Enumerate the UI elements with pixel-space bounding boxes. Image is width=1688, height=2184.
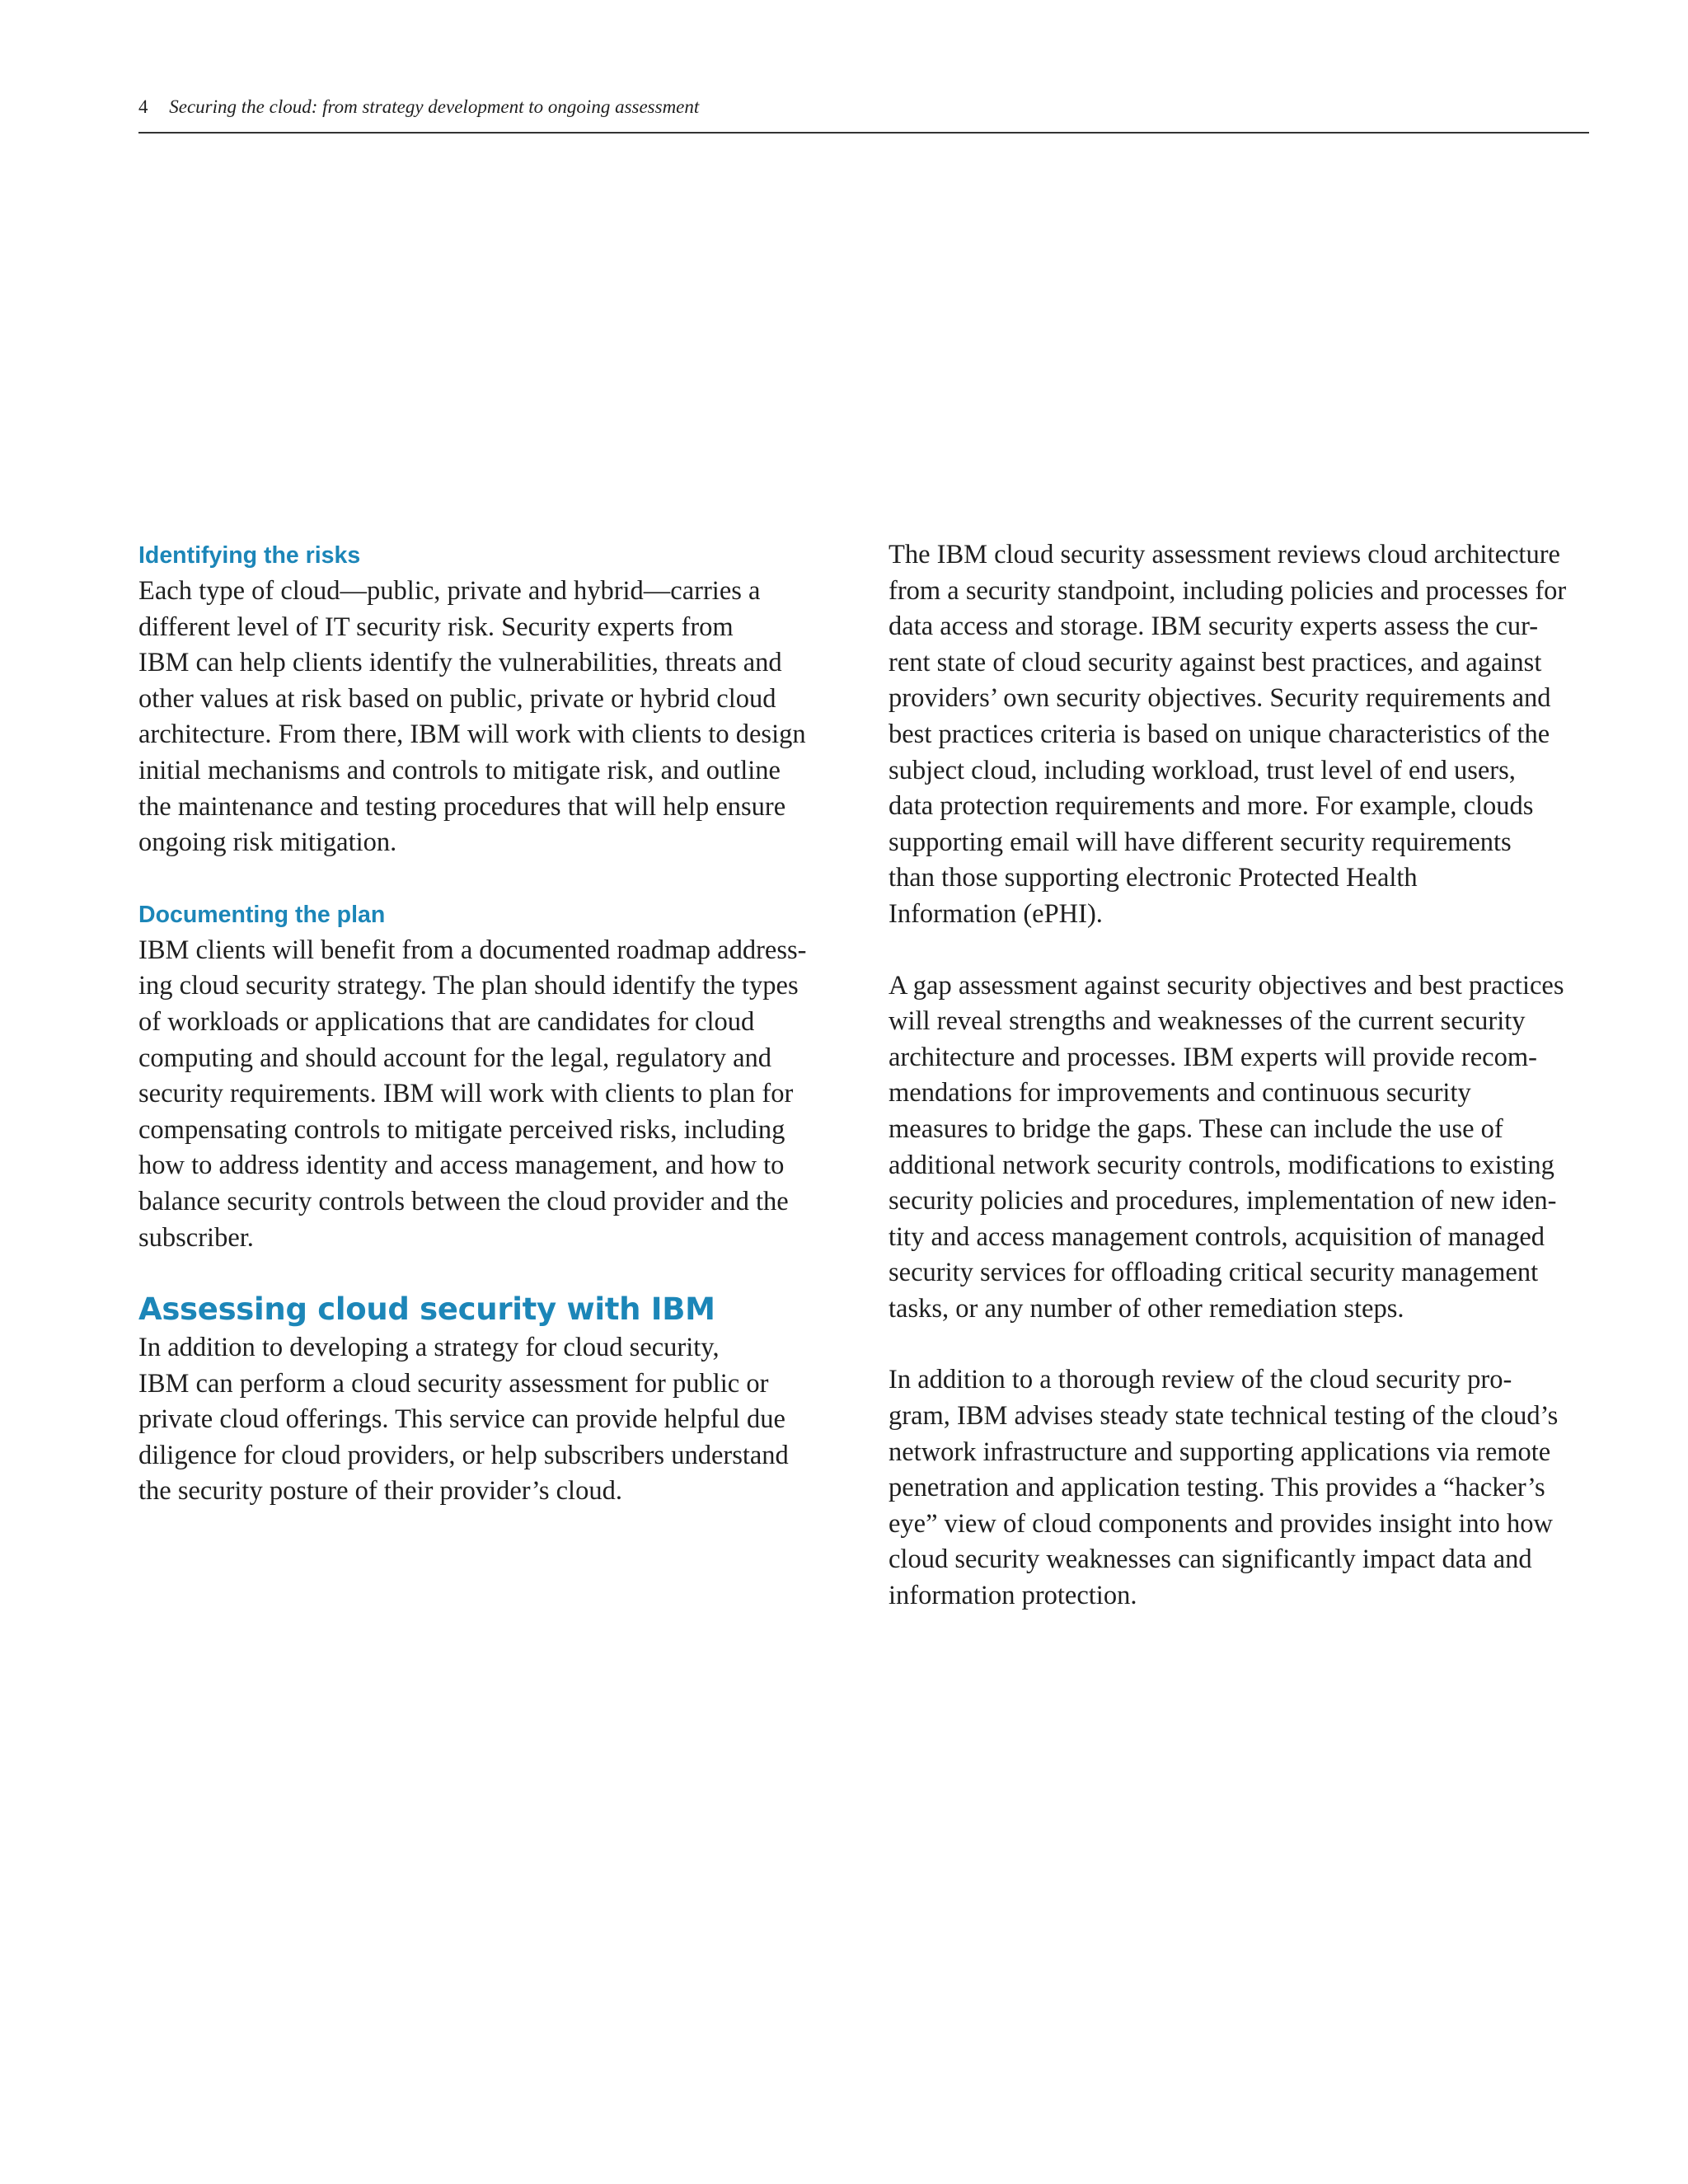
text-line: subscriber.: [138, 1222, 254, 1253]
text-line: providers’ own security objectives. Security requirements and: [889, 683, 1551, 714]
text-line: compensating controls to mitigate perceived risks, including: [138, 1114, 785, 1145]
running-header: [138, 92, 1589, 134]
subheading-identifying-risks: Identifying the risks: [138, 542, 361, 569]
text-line: of workloads or applications that are candidates for cloud: [138, 1006, 755, 1037]
text-line: mendations for improvements and continuous security: [889, 1078, 1471, 1108]
text-line: information protection.: [889, 1581, 1137, 1611]
text-line: IBM can help clients identify the vulnerabilities, threats and: [138, 648, 782, 678]
paragraph-gap-assessment: [889, 968, 1597, 1328]
text-line: In addition to developing a strategy for cloud security,: [138, 1333, 720, 1363]
text-line: Information (ePHI).: [889, 898, 1103, 929]
text-line: security policies and procedures, implementation of new iden-: [889, 1186, 1557, 1216]
text-line: tasks, or any number of other remediation steps.: [889, 1293, 1404, 1324]
section-title-assessing: Assessing cloud security with IBM: [138, 1291, 715, 1328]
paragraph-technical-testing: [889, 1362, 1597, 1614]
text-line: additional network security controls, modifications to existing: [889, 1150, 1554, 1180]
text-line: IBM can perform a cloud security assessment for public or: [138, 1368, 769, 1399]
text-line: security requirements. IBM will work with clients to plan for: [138, 1079, 794, 1109]
text-line: from a security standpoint, including policies and processes for: [889, 575, 1567, 606]
text-line: architecture. From there, IBM will work with clients to design: [138, 719, 806, 750]
text-line: eye” view of cloud components and provides insight into how: [889, 1508, 1554, 1539]
text-line: initial mechanisms and controls to mitigate risk, and outline: [138, 755, 781, 785]
text-line: tity and access management controls, acquisition of managed: [889, 1221, 1545, 1252]
text-line: will reveal strengths and weaknesses of the current security: [889, 1006, 1526, 1037]
paragraph-documenting-plan: [138, 933, 839, 1256]
text-line: cloud security weaknesses can significantly impact data and: [889, 1544, 1532, 1575]
text-line: ing cloud security strategy. The plan should identify the types: [138, 971, 799, 1001]
text-line: penetration and application testing. This provides a “hacker’s: [889, 1473, 1545, 1503]
text-line: different level of IT security risk. Security experts from: [138, 612, 734, 642]
text-line: A gap assessment against security objectives and best practices: [889, 970, 1564, 1001]
text-line: gram, IBM advises steady state technical testing of the cloud’s: [889, 1401, 1559, 1432]
text-line: architecture and processes. IBM experts will provide recom-: [889, 1042, 1537, 1072]
text-line: In addition to a thorough review of the cloud security pro-: [889, 1365, 1512, 1395]
paragraph-identifying-risks: [138, 574, 839, 861]
paragraph-assessing: [138, 1330, 839, 1510]
text-line: data access and storage. IBM security experts assess the cur-: [889, 612, 1539, 642]
text-line: computing and should account for the legal, regulatory and: [138, 1043, 772, 1073]
text-line: than those supporting electronic Protected Health: [889, 863, 1418, 893]
right-column: [889, 537, 1597, 1615]
subheading-documenting-plan: Documenting the plan: [138, 901, 386, 928]
text-line: Each type of cloud—public, private and hybrid—carries a: [138, 576, 761, 606]
text-line: ongoing risk mitigation.: [138, 827, 397, 858]
text-line: other values at risk based on public, private or hybrid cloud: [138, 683, 776, 714]
text-line: best practices criteria is based on unique characteristics of the: [889, 719, 1550, 749]
running-title: Securing the cloud: from strategy development to ongoing assessment: [169, 96, 700, 117]
left-column: [138, 537, 839, 1510]
text-line: balance security controls between the cloud provider and the: [138, 1186, 789, 1216]
text-line: rent state of cloud security against best practices, and against: [889, 647, 1542, 677]
text-line: private cloud offerings. This service can provide helpful due: [138, 1404, 785, 1435]
text-line: diligence for cloud providers, or help subscribers understand: [138, 1440, 789, 1470]
text-line: subject cloud, including workload, trust level of end users,: [889, 755, 1516, 785]
text-line: the security posture of their provider’s cloud.: [138, 1476, 622, 1507]
paragraph-assessment-overview: [889, 537, 1597, 933]
text-line: the maintenance and testing procedures that will help ensure: [138, 791, 786, 822]
text-line: The IBM cloud security assessment reviews cloud architecture: [889, 540, 1560, 569]
text-line: security services for offloading critical security management: [889, 1258, 1539, 1288]
text-line: data protection requirements and more. For example, clouds: [889, 791, 1534, 822]
text-line: network infrastructure and supporting applications via remote: [889, 1436, 1551, 1467]
text-line: IBM clients will benefit from a documented roadmap address-: [138, 935, 807, 965]
text-line: measures to bridge the gaps. These can include the use of: [889, 1113, 1503, 1144]
text-line: supporting email will have different security requirements: [889, 827, 1512, 857]
page-number: 4: [138, 96, 148, 117]
text-line: how to address identity and access management, and how to: [138, 1151, 785, 1181]
